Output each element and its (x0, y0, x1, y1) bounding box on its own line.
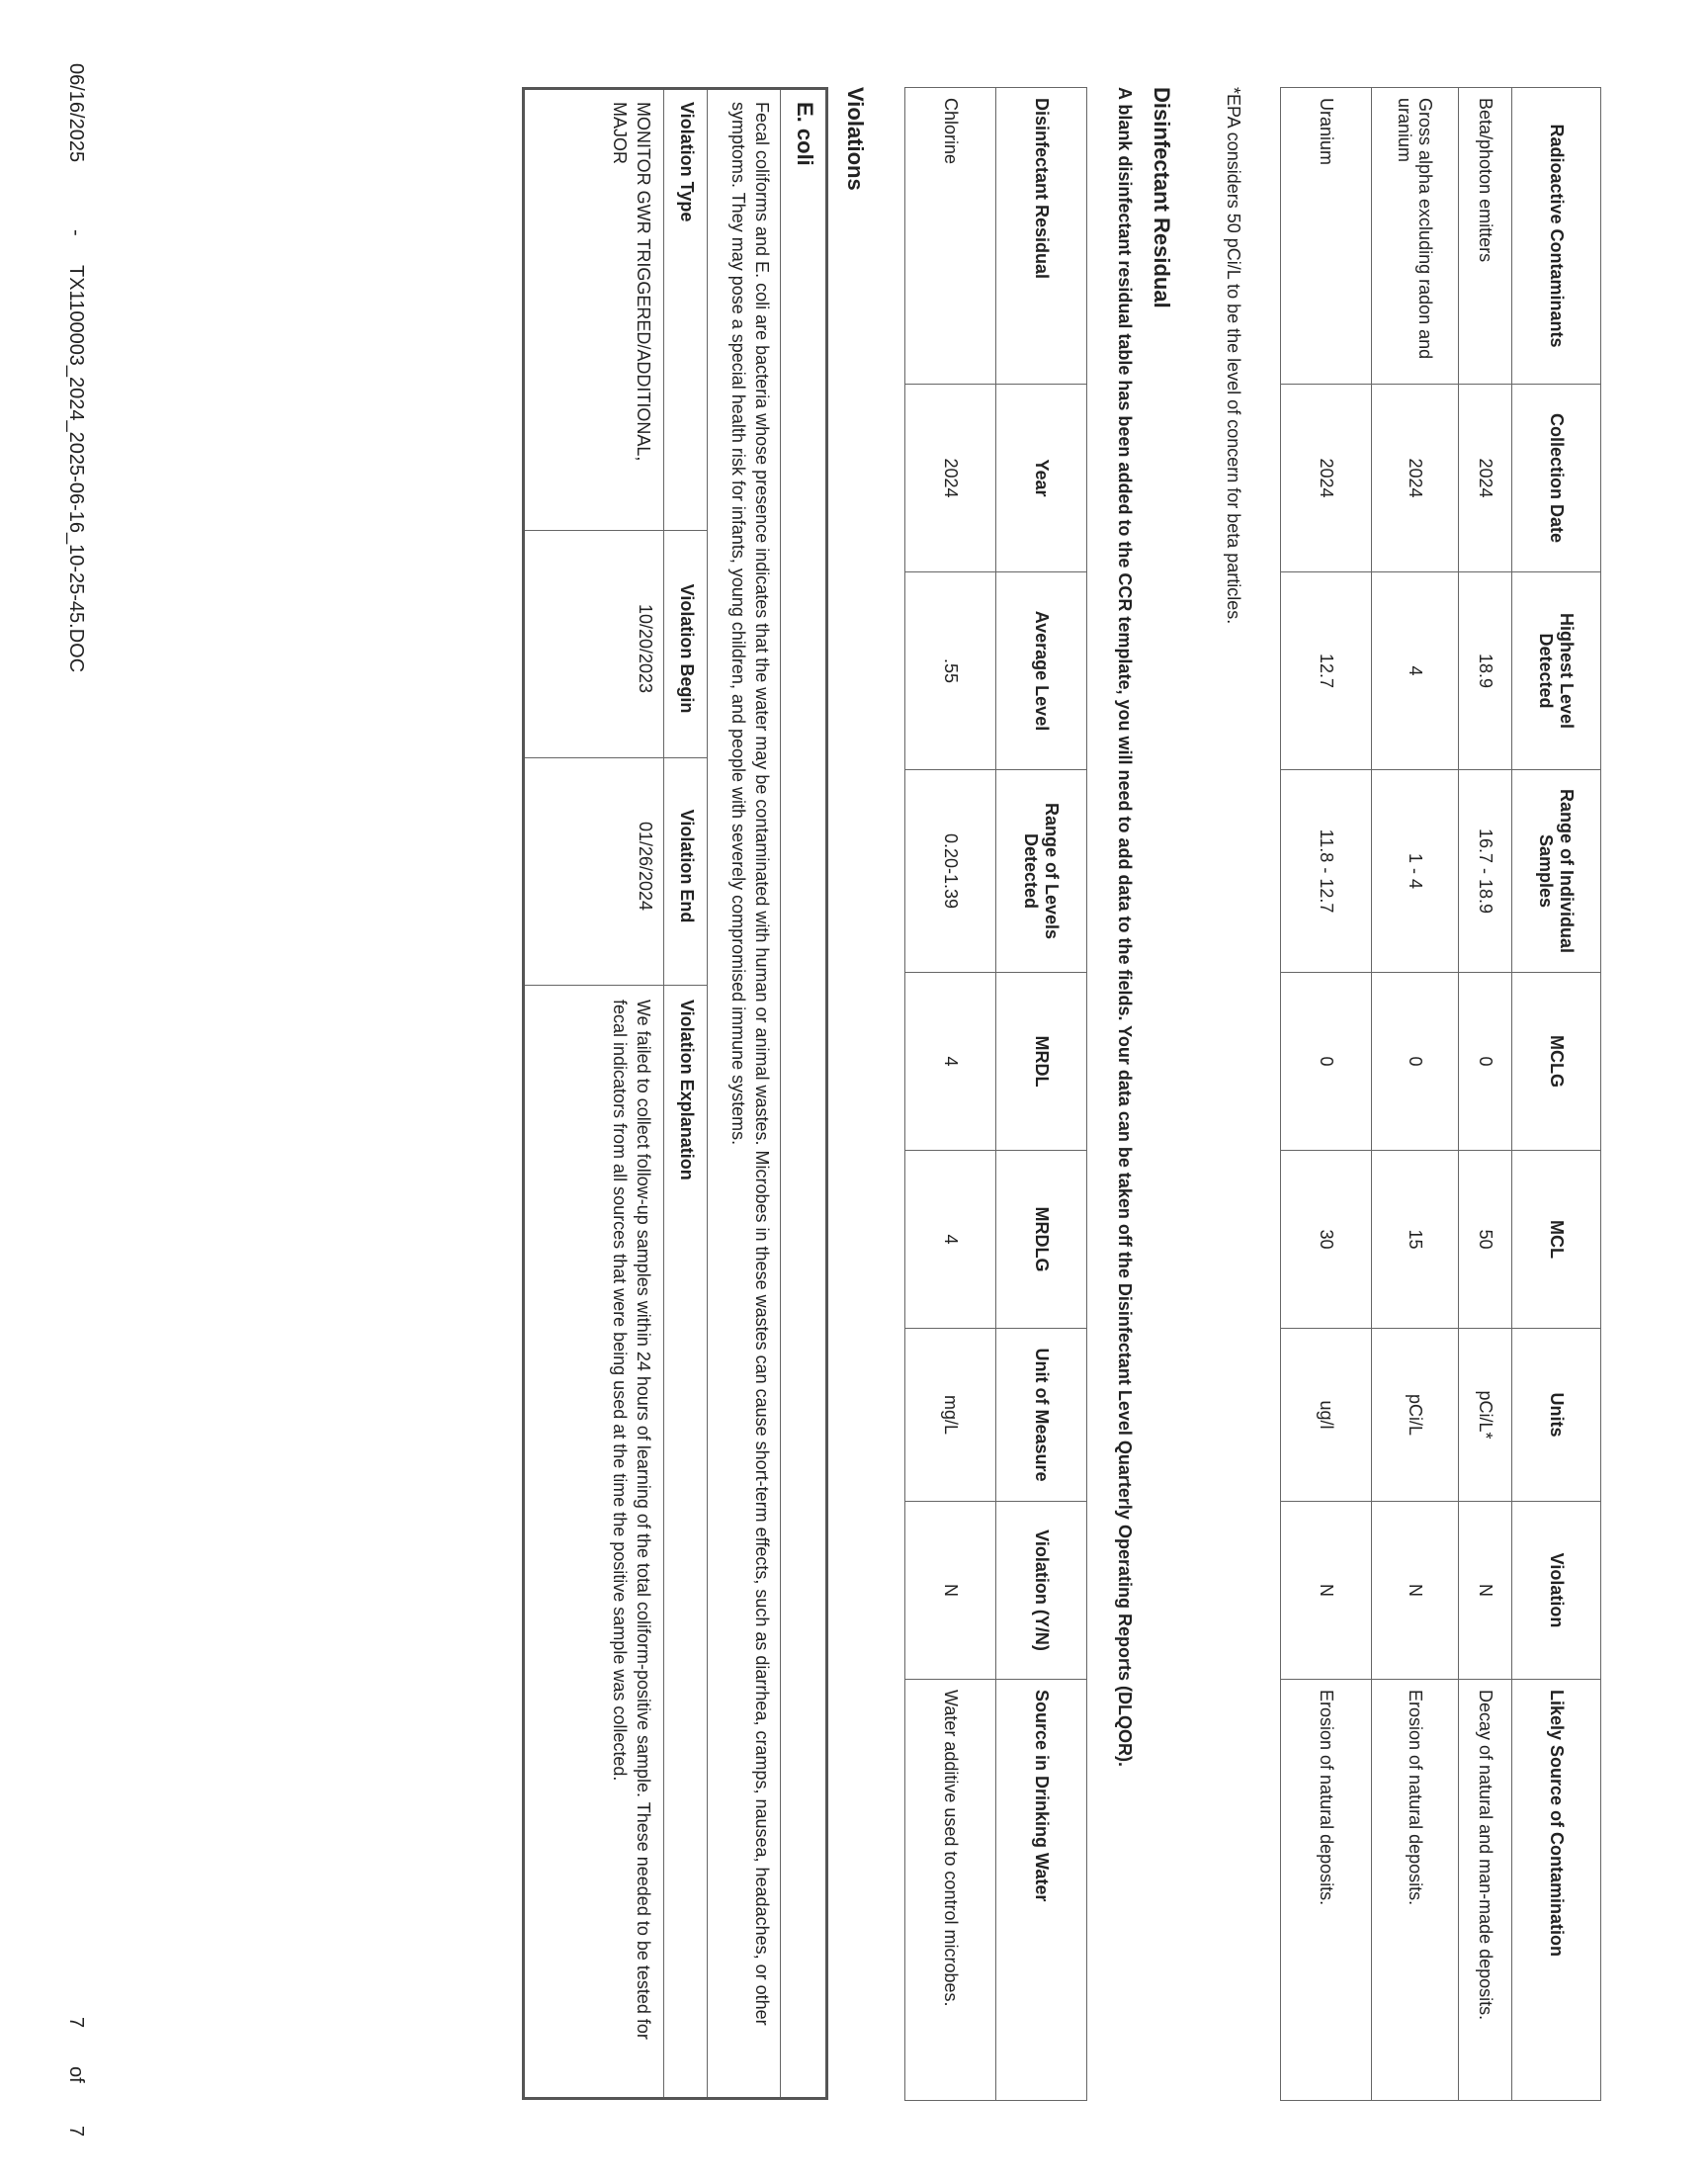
cell-violation: N (1372, 1502, 1459, 1680)
cell-mcl: 15 (1372, 1151, 1459, 1329)
footer-filename: TX1100003_2024_2025-06-16_10-25-45.DOC (65, 265, 87, 673)
ecoli-description-row (707, 90, 780, 2097)
ecoli-title-row (780, 90, 825, 2097)
col-collection-date: Collection Date (1512, 385, 1601, 572)
cell-mclg: 0 (1459, 973, 1512, 1151)
col-disinfectant-residual: Disinfectant Residual (996, 88, 1087, 385)
col-unit-measure: Unit of Measure (996, 1329, 1087, 1502)
cell-mclg: 0 (1281, 973, 1372, 1151)
cell-mrdl: 4 (905, 973, 996, 1151)
violations-heading: Violations (843, 87, 868, 191)
cell-source: Water additive used to control microbes. (905, 1680, 996, 2101)
table-row (525, 90, 663, 2097)
cell-year: 2024 (905, 385, 996, 572)
radioactive-header-row (1512, 88, 1601, 2101)
col-units: Units (1512, 1329, 1601, 1502)
cell-mrdlg: 4 (905, 1151, 996, 1329)
cell-source: Erosion of natural deposits. (1372, 1680, 1459, 2101)
cell-average: .55 (905, 572, 996, 770)
cell-mcl: 50 (1459, 1151, 1512, 1329)
col-likely-source: Likely Source of Contamination (1512, 1680, 1601, 2101)
ecoli-header-row (663, 90, 707, 2097)
cell-units: pCi/L* (1459, 1329, 1512, 1502)
footer-total-pages: 7 (65, 2126, 87, 2138)
col-mrdl: MRDL (996, 973, 1087, 1151)
disinfectant-header-row (996, 88, 1087, 2101)
cell-contaminant: Beta/photon emitters (1459, 88, 1512, 385)
cell-source: Decay of natural and man-made deposits. (1459, 1680, 1512, 2101)
column-divider (525, 530, 707, 531)
cell-contaminant: Uranium (1281, 88, 1372, 385)
table-row (1459, 88, 1512, 2101)
disinfectant-table (904, 87, 1087, 2101)
col-mcl: MCL (1512, 1151, 1601, 1329)
disinfectant-intro: A blank disinfectant residual table has been added to the CCR template, you will need to add data to the fields. Your data can be taken off the Disinfectant Level Quarterly Operating Reports (DLQOR). (1115, 87, 1135, 1767)
footer-date: 06/16/2025 (65, 63, 87, 163)
cell-date: 2024 (1459, 385, 1512, 572)
footer-of: of (65, 2066, 87, 2083)
cell-violation-begin: 10/20/2023 (636, 603, 655, 694)
col-average-level: Average Level (996, 572, 1087, 770)
cell-highest: 12.7 (1281, 572, 1372, 770)
cell-violation-end: 01/26/2024 (636, 821, 655, 912)
beta-footnote: *EPA considers 50 pCi/L to be the level of concern for beta particles. (1224, 87, 1243, 625)
cell-contaminant: Gross alpha excluding radon and uranium (1372, 88, 1459, 385)
cell-mcl: 30 (1281, 1151, 1372, 1329)
col-highest-level: Highest Level Detected (1512, 572, 1601, 770)
cell-date: 2024 (1372, 385, 1459, 572)
cell-violation-explanation: We failed to collect follow-up samples within 24 hours of learning of the total coliform-positive sample. These needed to be tested for fecal indicators from all sources that were being used at the time the positive sample was collected. (610, 1000, 653, 2040)
column-divider (525, 985, 707, 986)
footer-page-number: 7 (65, 2017, 87, 2029)
table-row (905, 88, 996, 2101)
col-range-samples: Range of Individual Samples (1512, 770, 1601, 973)
cell-units: ug/l (1281, 1329, 1372, 1502)
col-violation-explanation: Violation Explanation (677, 1000, 697, 1180)
radioactive-table (1280, 87, 1601, 2101)
cell-source: Erosion of natural deposits. (1281, 1680, 1372, 2101)
col-range-levels: Range of Levels Detected (996, 770, 1087, 973)
col-violation-begin: Violation Begin (677, 583, 697, 714)
col-violation-end: Violation End (677, 809, 697, 923)
table-row (1281, 88, 1372, 2101)
cell-range: 16.7 - 18.9 (1459, 770, 1512, 973)
cell-date: 2024 (1281, 385, 1372, 572)
column-divider (525, 757, 707, 758)
cell-violation: N (1459, 1502, 1512, 1680)
cell-violation-type: MONITOR GWR TRIGGERED/ADDITIONAL, MAJOR (610, 102, 653, 462)
col-violation: Violation (1512, 1502, 1601, 1680)
col-year: Year (996, 385, 1087, 572)
col-source-drinking-water: Source in Drinking Water (996, 1680, 1087, 2101)
cell-range: 11.8 - 12.7 (1281, 770, 1372, 973)
disinfectant-heading: Disinfectant Residual (1150, 87, 1174, 308)
cell-mclg: 0 (1372, 973, 1459, 1151)
cell-units: pCi/L (1372, 1329, 1459, 1502)
col-violation-type: Violation Type (677, 102, 697, 222)
table-row (1372, 88, 1459, 2101)
cell-highest: 4 (1372, 572, 1459, 770)
cell-range: 0.20-1.39 (905, 770, 996, 973)
cell-violation: N (1281, 1502, 1372, 1680)
cell-unit: mg/L (905, 1329, 996, 1502)
ecoli-violation-box (522, 87, 828, 2100)
cell-highest: 18.9 (1459, 572, 1512, 770)
col-violation-yn: Violation (Y/N) (996, 1502, 1087, 1680)
col-mrdlg: MRDLG (996, 1151, 1087, 1329)
ecoli-description: Fecal coliforms and E. coli are bacteria whose presence indicates that the water may be contaminated with human or animal wastes. Microbes in these wastes can cause short-term effects, such as diarrhea, cramps, nausea, headaches, or other symptoms. They may pose a special health risk for infants, young children, and people with severely compromised immune systems. (728, 102, 772, 2026)
ecoli-title: E. coli (793, 102, 817, 166)
footer-separator: - (65, 229, 87, 236)
col-radioactive-contaminants: Radioactive Contaminants (1512, 88, 1601, 385)
cell-disinfectant: Chlorine (905, 88, 996, 385)
cell-violation: N (905, 1502, 996, 1680)
cell-range: 1 - 4 (1372, 770, 1459, 973)
col-mclg: MCLG (1512, 973, 1601, 1151)
